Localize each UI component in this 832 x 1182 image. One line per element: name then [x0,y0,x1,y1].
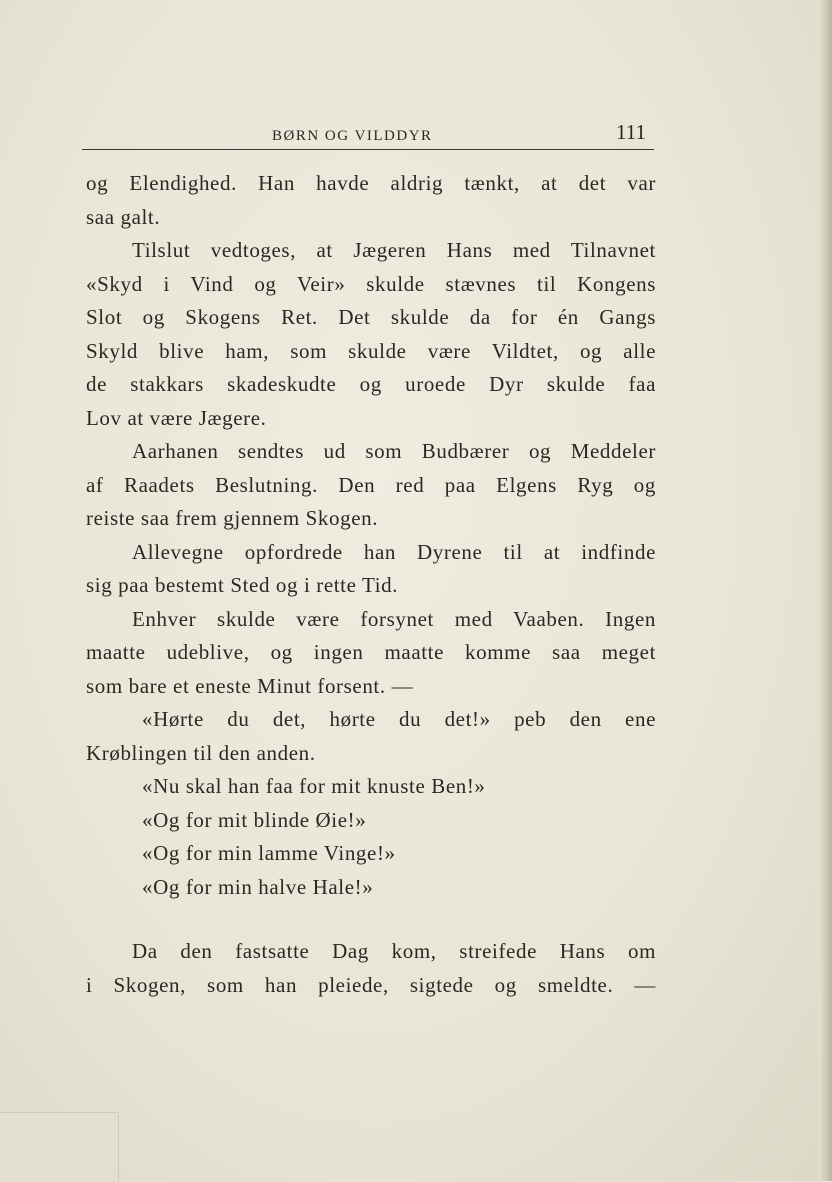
text-line: «Skyd i Vind og Veir» skulde stævnes til Kongens [86,271,656,296]
text-line: Allevegne opfordrede han Dyrene til at indfinde [132,539,656,564]
text-line: Slot og Skogens Ret. Det skulde da for én Gangs [86,305,656,329]
text-line: saa galt. [86,204,161,229]
text-line: «Hørte du det, hørte du det!» peb den ene [142,707,656,731]
text-line: «Og for mit blinde Øie!» [142,807,367,832]
text-line: «Og for min halve Hale!» [142,874,374,899]
body-text [86,167,656,1002]
text-line: Da den fastsatte Dag kom, streifede Hans om [132,939,656,963]
text-line: Enhver skulde være forsynet med Vaaben. Ingen [132,606,656,631]
text-line: «Og for min lamme Vinge!» [142,841,396,865]
text-line: Skyld blive ham, som skulde være Vildtet, og alle [86,338,656,363]
text-line: de stakkars skadeskudte og uroede Dyr skulde faa [86,372,656,396]
text-line: som bare et eneste Minut forsent. — [86,673,414,698]
header-rule [82,149,654,150]
text-line: sig paa bestemt Sted og i rette Tid. [86,573,399,597]
text-line: maatte udeblive, og ingen maatte komme saa meget [86,640,656,664]
page-edge [818,0,832,1181]
page-number: 111 [616,120,646,144]
paper-patch [0,1112,119,1182]
text-line: og Elendighed. Han havde aldrig tænkt, at det var [86,171,656,195]
text-line: Tilslut vedtoges, at Jægeren Hans med Tilnavnet [132,238,656,262]
text-line: reiste saa frem gjennem Skogen. [86,506,379,530]
running-head [82,122,654,152]
running-head-title: BØRN OG VILDDYR [272,128,433,144]
text-line: Aarhanen sendtes ud som Budbærer og Meddeler [132,439,656,463]
text-line: Lov at være Jægere. [86,405,267,430]
text-line: «Nu skal han faa for mit knuste Ben!» [142,774,486,798]
text-line: Krøblingen til den anden. [86,740,316,765]
text-line: i Skogen, som han pleiede, sigtede og smeldte. — [86,972,656,997]
text-line: af Raadets Beslutning. Den red paa Elgens Ryg og [86,472,656,497]
